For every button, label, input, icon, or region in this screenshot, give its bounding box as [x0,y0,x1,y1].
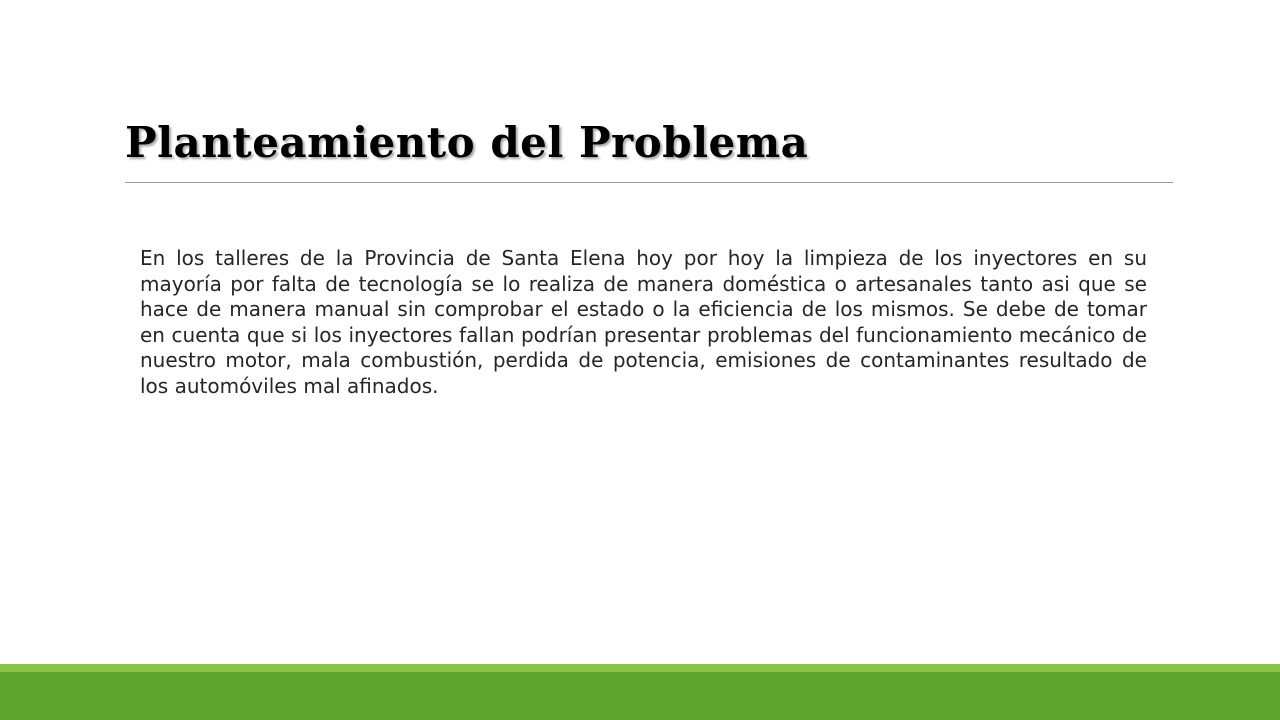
title-divider [125,182,1173,183]
slide-title: Planteamiento del Problema [125,118,809,167]
footer-bar [0,672,1280,720]
footer-accent-stripe [0,664,1280,672]
slide-body-text: En los talleres de la Provincia de Santa Elena hoy por hoy la limpieza de los inyectores en su mayoría por falta de tecnología se lo realiza de manera doméstica o artesanales tanto asi que se hace de manera manual sin comprobar el estado o la eficiencia de los mismos. Se debe de tomar en cuenta que si los inyectores fallan podrían presentar problemas del funcionamiento mecánico de nuestro motor, mala combustión, perdida de potencia, emisiones de contaminantes resultado de los automóviles mal afinados. [140,246,1147,398]
